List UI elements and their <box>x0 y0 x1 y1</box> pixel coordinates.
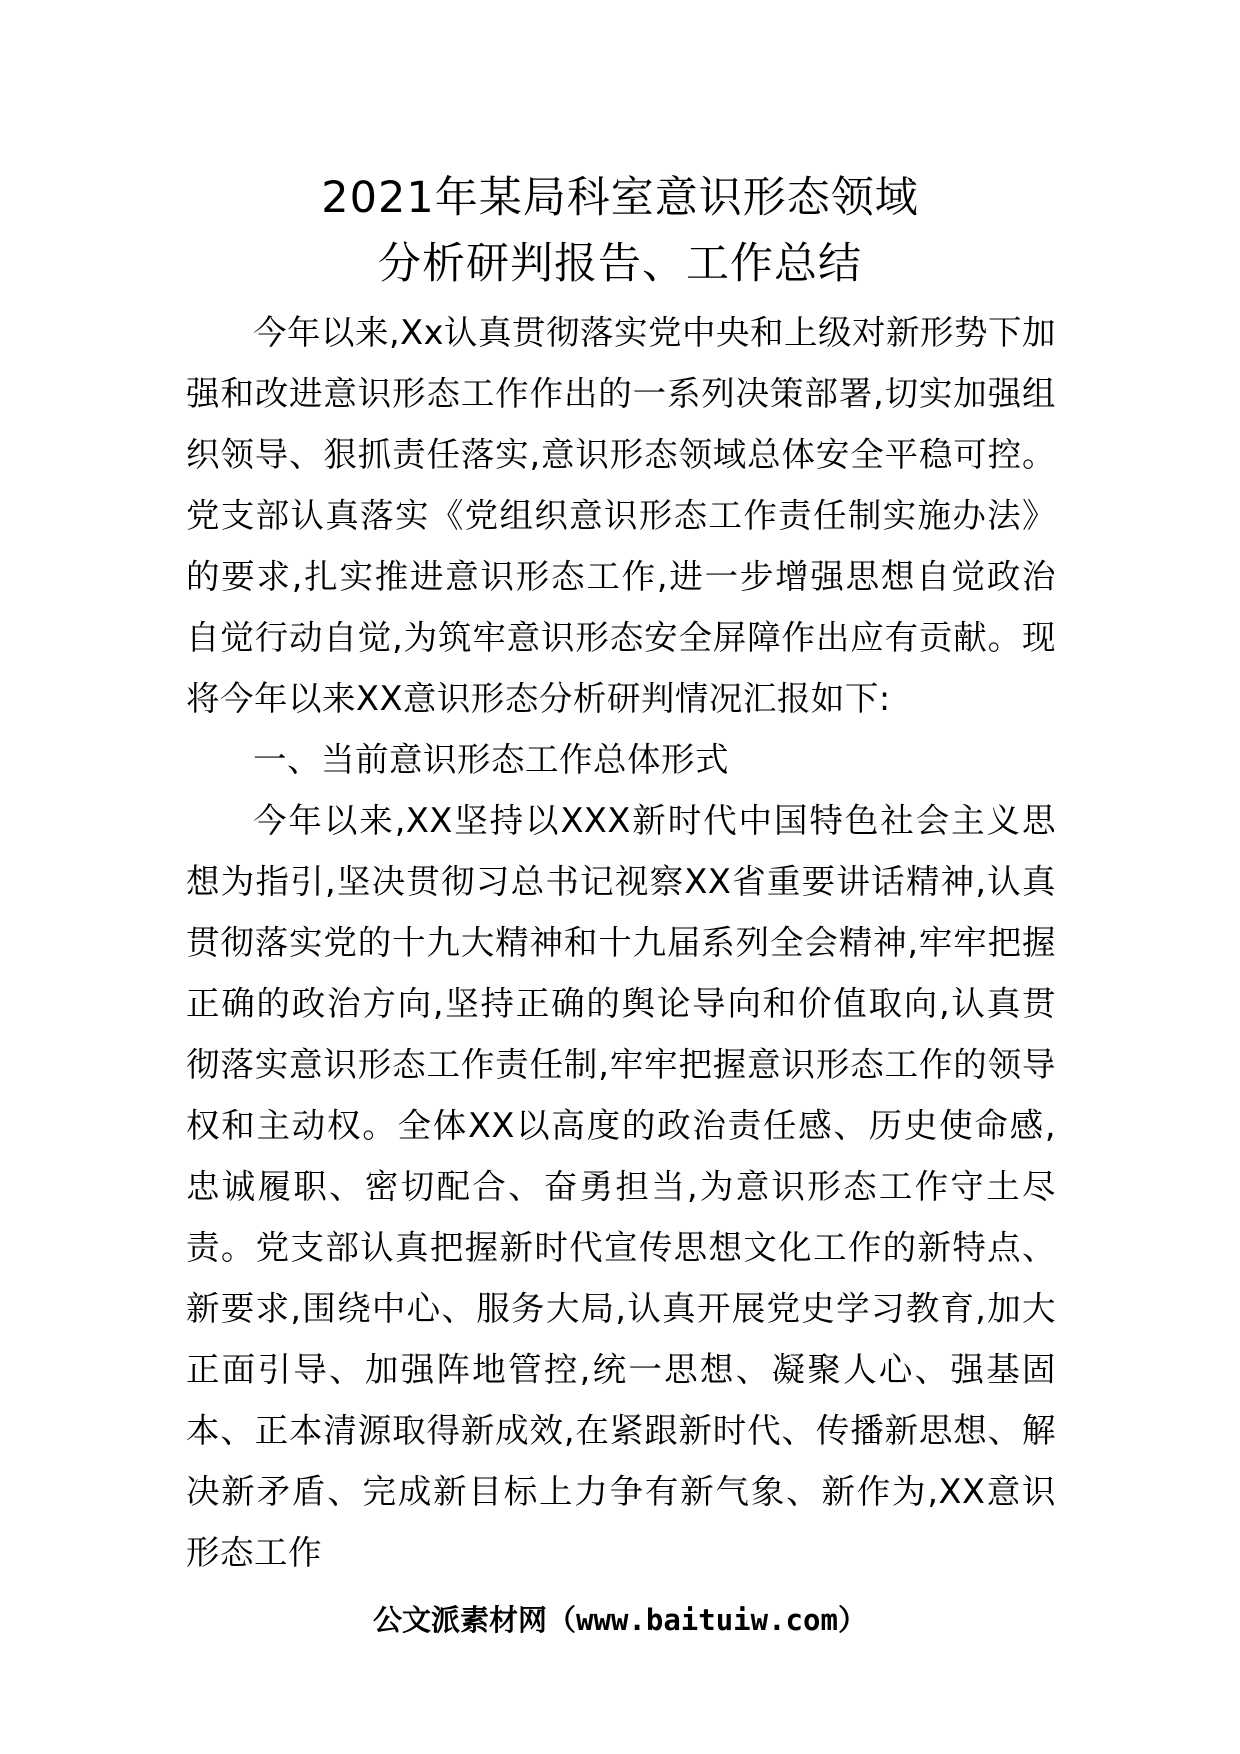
document-title-line-1: 2021年某局科室意识形态领域 <box>321 173 919 223</box>
document-body <box>186 302 1056 1583</box>
footer-site-url: （www.baituiw.com） <box>547 1603 867 1637</box>
document-title-line-2: 分析研判报告、工作总结 <box>378 239 862 289</box>
footer-site-name: 公文派素材网 <box>373 1603 548 1637</box>
section-heading-1: 一、当前意识形态工作总体形式 <box>253 740 729 779</box>
paragraph-intro: 今年以来,Xx认真贯彻落实党中央和上级对新形势下加强和改进意识形态工作作出的一系列决策部署,切实加强组织领导、狠抓责任落实,意识形态领域总体安全平稳可控。党支部认真落实《党组织意识形态工作责任制实施办法》的要求,扎实推进意识形态工作,进一步增强思想自觉政治自觉行动自觉,为筑牢意识形态安全屏障作出应有贡献。现将今年以来XX意识形态分析研判情况汇报如下: <box>186 313 1056 718</box>
footer-watermark <box>0 1600 1240 1640</box>
paragraph-section-1: 今年以来,XX坚持以XXX新时代中国特色社会主义思想为指引,坚决贯彻习总书记视察XX省重要讲话精神,认真贯彻落实党的十九大精神和十九届系列全会精神,牢牢把握正确的政治方向,坚持正确的舆论导向和价值取向,认真贯彻落实意识形态工作责任制,牢牢把握意识形态工作的领导权和主动权。全体XX以高度的政治责任感、历史使命感,忠诚履职、密切配合、奋勇担当,为意识形态工作守土尽责。党支部认真把握新时代宣传思想文化工作的新特点、新要求,围绕中心、服务大局,认真开展党史学习教育,加大正面引导、加强阵地管控,统一思想、凝聚人心、强基固本、正本清源取得新成效,在紧跟新时代、传播新思想、解决新矛盾、完成新目标上力争有新气象、新作为,XX意识形态工作 <box>186 801 1056 1572</box>
